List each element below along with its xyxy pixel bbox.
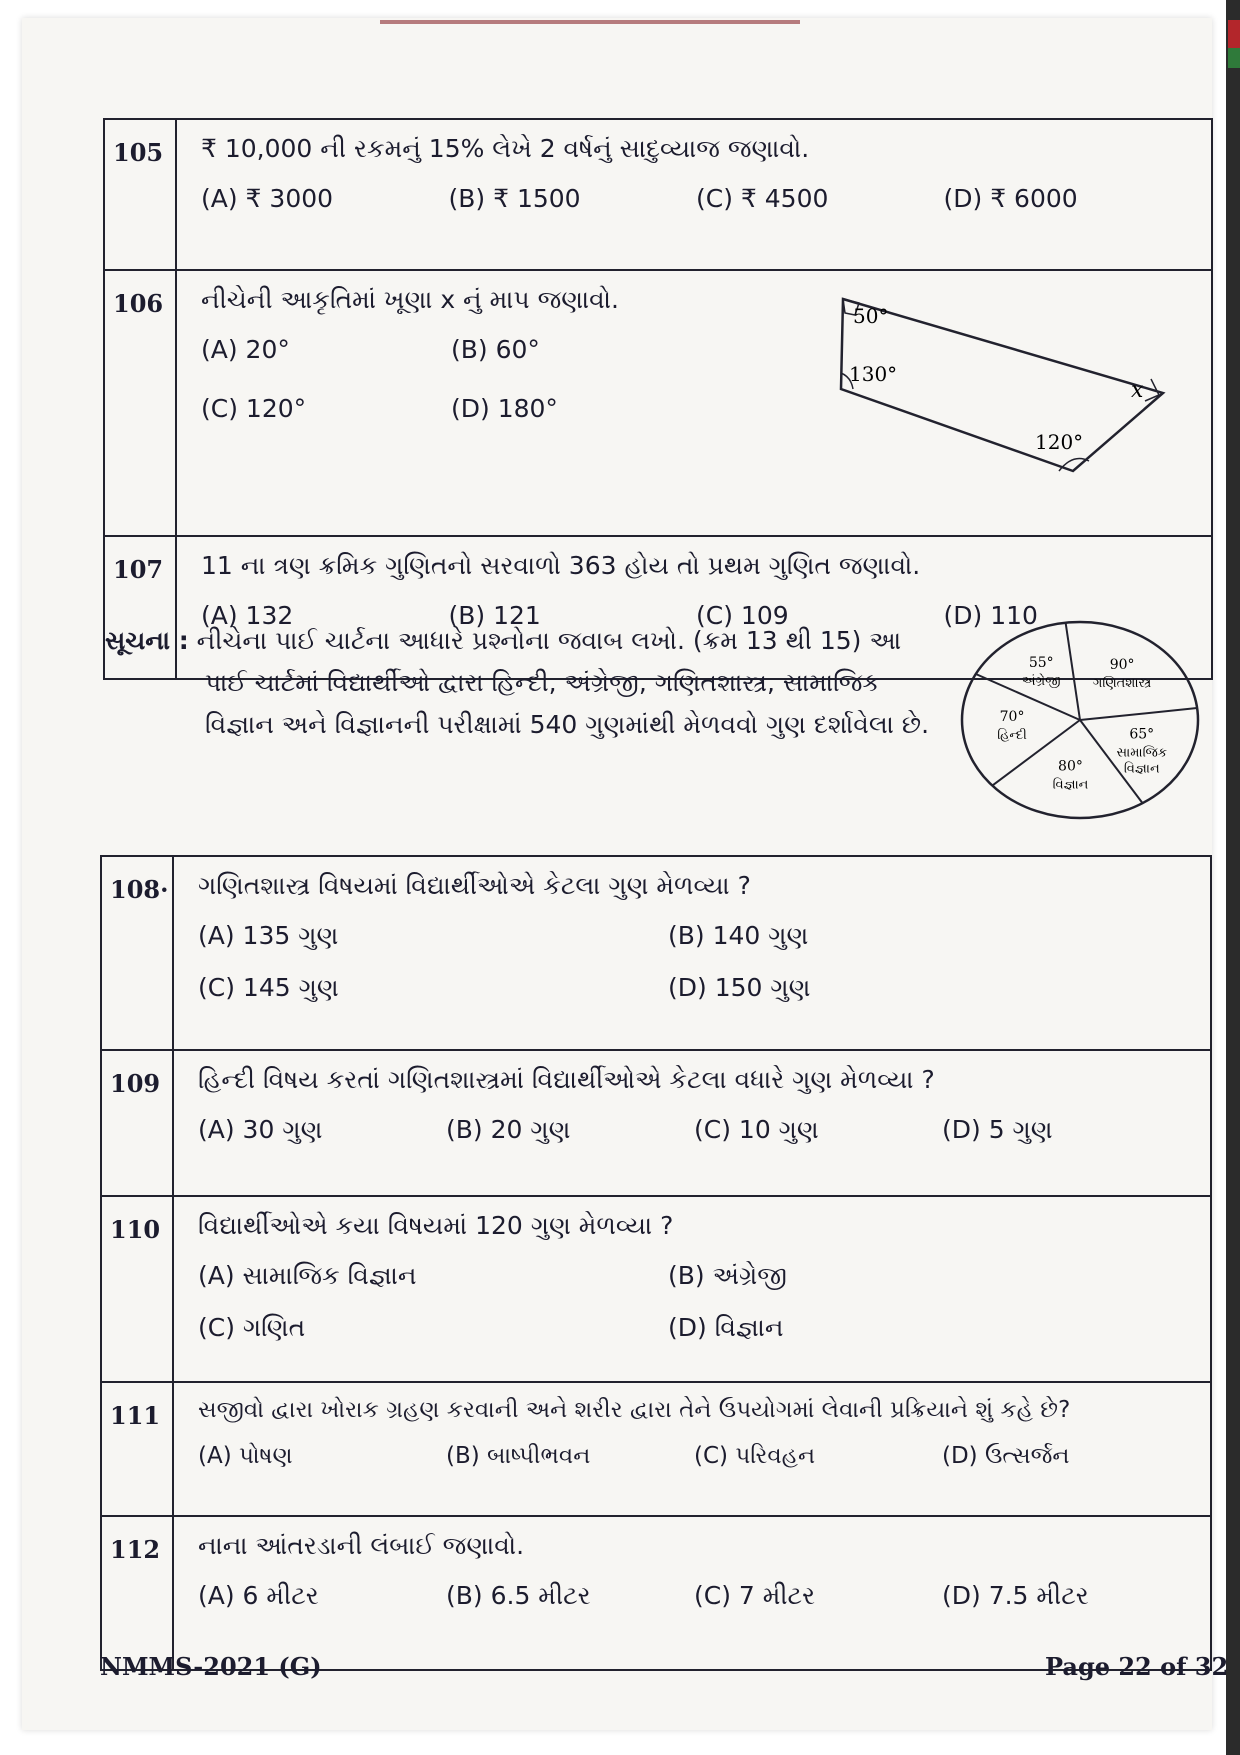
option-d[interactable]: (D) 150 ગુણ [668, 973, 811, 1002]
option-c[interactable]: (C) 7 મીટર [694, 1581, 816, 1610]
question-text: ₹ 10,000 ની રકમનું 15% લેખે 2 વર્ષનું સાદુવ્યાજ જણાવો. [201, 134, 810, 163]
page-edge-strip [1226, 0, 1240, 1755]
pie-slice-boundary [1066, 623, 1080, 720]
question-number: 106 [104, 270, 176, 536]
pie-slice-label: વિજ્ઞાન [1123, 761, 1160, 777]
question-text: સજીવો દ્વારા ખોરાક ગ્રહણ કરવાની અને શરીર દ્વારા તેને ઉપયોગમાં લેવાની પ્રક્રિયાને શું કહે છે? [198, 1397, 1071, 1423]
question-number: 109 [101, 1050, 173, 1196]
pie-slice-label: વિજ્ઞાન [1052, 777, 1089, 793]
question-text: નાના આંતરડાની લંબાઈ જણાવો. [198, 1531, 525, 1560]
pie-slice-value: 80° [1058, 758, 1083, 775]
question-text: નીચેની આકૃતિમાં ખૂણા x નું માપ જણાવો. [201, 285, 619, 314]
option-a[interactable]: (A) 20° [201, 335, 290, 364]
question-body [173, 1050, 1211, 1196]
pie-slice-value: 55° [1028, 655, 1054, 672]
question-text: વિદ્યાર્થીઓએ કયા વિષયમાં 120 ગુણ મેળવ્યા ? [198, 1211, 674, 1240]
question-number: 110 [101, 1196, 173, 1382]
question-table-bottom [100, 855, 1212, 1671]
instruction-text: નીચેના પાઈ ચાર્ટના આધારે પ્રશ્નોના જવાબ લખો. (ક્રમ 13 થી 15) આ પાઈ ચાર્ટમાં વિદ્યાર્થીઓ દ્વારા હિન્દી, અંગ્રેજી, ગણિતશાસ્ત્ર, સામાજિક વિજ્ઞાન અને વિજ્ઞાનની પરીક્ષામાં 540 ગુણમાંથી મેળવવો ગુણ દર્શાવેલા છે. [196, 626, 930, 739]
option-b[interactable]: (B) 140 ગુણ [668, 921, 809, 950]
question-body [173, 1516, 1211, 1670]
question-number: 111 [101, 1382, 173, 1516]
option-list [198, 1261, 1190, 1343]
question-number: 105 [104, 119, 176, 270]
option-c[interactable]: (C) 145 ગુણ [198, 973, 339, 1002]
option-c[interactable]: (C) ગણિત [198, 1313, 306, 1342]
page-edge-green-mark [1228, 48, 1240, 68]
question-row [104, 270, 1212, 536]
question-number: 107 [104, 536, 176, 679]
question-row [101, 1516, 1211, 1670]
pie-slice-label: ગણિતશાસ્ત્ર [1092, 676, 1152, 692]
option-a[interactable]: (A) ₹ 3000 [201, 184, 334, 213]
question-table-top [103, 118, 1213, 680]
pie-slice-label: અંગ્રેજી [1021, 674, 1061, 690]
option-c[interactable]: (C) 120° [201, 394, 307, 423]
option-b[interactable]: (B) 6.5 મીટર [446, 1581, 591, 1610]
option-d[interactable]: (D) વિજ્ઞાન [668, 1313, 784, 1342]
option-b[interactable]: (B) 20 ગુણ [446, 1115, 571, 1144]
question-body [176, 119, 1212, 270]
question-row [104, 119, 1212, 270]
instruction-label: સૂચના : [105, 626, 189, 655]
option-c[interactable]: (C) 10 ગુણ [694, 1115, 819, 1144]
option-d[interactable]: (D) ₹ 6000 [943, 184, 1078, 213]
option-d[interactable]: (D) 5 ગુણ [942, 1115, 1053, 1144]
option-a[interactable]: (A) 6 મીટર [198, 1581, 319, 1610]
option-c[interactable]: (C) 109 [696, 601, 789, 630]
option-d[interactable]: (D) 110 [943, 601, 1038, 630]
exam-code: NMMS-2021 (G) [100, 1652, 322, 1681]
angle-label: x [1131, 378, 1144, 403]
angle-label: 130° [849, 362, 898, 386]
option-c[interactable]: (C) પરિવહન [694, 1443, 816, 1469]
question-text: હિન્દી વિષય કરતાં ગણિતશાસ્ત્રમાં વિદ્યાર્થીઓએ કેટલા વધારે ગુણ મેળવ્યા ? [198, 1065, 935, 1094]
pie-slice-boundary [1080, 708, 1197, 720]
question-row [101, 1382, 1211, 1516]
option-d[interactable]: (D) 7.5 મીટર [942, 1581, 1089, 1610]
option-list [198, 921, 1190, 1003]
question-body [173, 1196, 1211, 1382]
option-b[interactable]: (B) 60° [451, 335, 540, 364]
option-a[interactable]: (A) 132 [201, 601, 294, 630]
option-d[interactable]: (D) ઉત્સર્જન [942, 1443, 1070, 1469]
option-a[interactable]: (A) પોષણ [198, 1443, 293, 1469]
quadrilateral-figure [813, 281, 1193, 481]
option-b[interactable]: (B) 121 [448, 601, 541, 630]
question-body [173, 856, 1211, 1050]
pie-slice-label: સામાજિક [1116, 745, 1168, 761]
option-list [198, 1115, 1190, 1145]
angle-label: 120° [1035, 430, 1084, 454]
option-list [198, 1581, 1190, 1611]
question-body [176, 270, 1212, 536]
question-row [101, 1196, 1211, 1382]
page-top-edge [380, 20, 800, 24]
question-text: 11 ના ત્રણ ક્રમિક ગુણિતનો સરવાળો 363 હોય તો પ્રથમ ગુણિત જણાવો. [201, 551, 921, 580]
question-number: 108· [101, 856, 173, 1050]
marks-pie-chart [955, 615, 1205, 825]
option-list [201, 184, 1191, 213]
pie-slice-value: 70° [999, 708, 1025, 725]
pie-slice-label: હિન્દી [997, 727, 1027, 743]
option-d[interactable]: (D) 180° [451, 394, 558, 423]
question-row [101, 1050, 1211, 1196]
pie-slice-value: 65° [1129, 726, 1155, 743]
option-a[interactable]: (A) સામાજિક વિજ્ઞાન [198, 1261, 417, 1290]
page-number: Page 22 of 32 [1045, 1652, 1229, 1681]
page-edge-red-mark [1228, 20, 1240, 48]
angle-label: 50° [853, 304, 889, 328]
option-c[interactable]: (C) ₹ 4500 [696, 184, 829, 213]
option-b[interactable]: (B) અંગ્રેજી [668, 1261, 787, 1290]
question-row [101, 856, 1211, 1050]
option-b[interactable]: (B) બાષ્પીભવન [446, 1443, 591, 1469]
option-a[interactable]: (A) 30 ગુણ [198, 1115, 323, 1144]
question-text: ગણિતશાસ્ત્ર વિષયમાં વિદ્યાર્થીઓએ કેટલા ગુણ મેળવ્યા ? [198, 871, 751, 900]
question-body [173, 1382, 1211, 1516]
question-number: 112 [101, 1516, 173, 1670]
instruction-note [105, 620, 935, 746]
option-list [198, 1443, 1190, 1469]
pie-slice-value: 90° [1109, 657, 1135, 674]
option-b[interactable]: (B) ₹ 1500 [448, 184, 581, 213]
option-a[interactable]: (A) 135 ગુણ [198, 921, 339, 950]
